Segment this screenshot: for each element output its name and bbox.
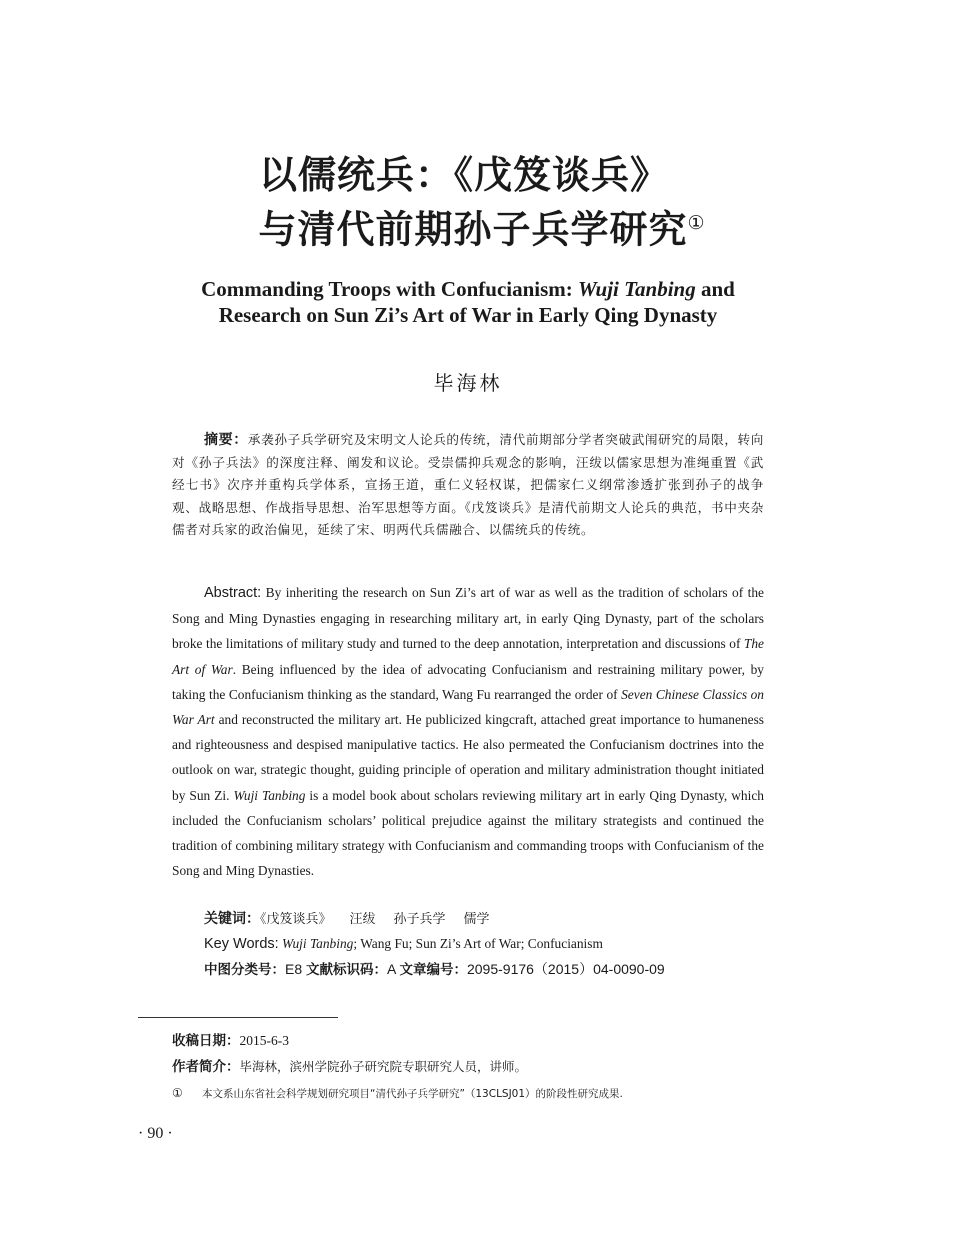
doc-value: A [387, 961, 396, 977]
funding-note-text: 本文系山东省社会科学规划研究项目“清代孙子兵学研究”（13CLSJ01）的阶段性研究成果. [202, 1088, 623, 1100]
author-info-text: 毕海林，滨州学院孙子研究院专职研究人员，讲师。 [239, 1059, 528, 1074]
doc-label: 文献标识码： [306, 962, 388, 978]
title-cn-line1-text: 以儒统兵：《戊笈谈兵》 [258, 153, 669, 197]
title-en-line1 [0, 276, 936, 302]
abstract-cn-text: 承袭孙子兵学研究及宋明文人论兵的传统，清代前期部分学者突破武闱研究的局限，转向对《孙子兵法》的深度注释、阐发和议论。受崇儒抑兵观念的影响，汪绂以儒家思想为准绳重置《武经七书》次序并重构兵学体系，宣扬王道，重仁义轻权谋，把儒家仁义纲常渗透扩张到孙子的战争观、战略思想、作战指导思想、治军思想等方面。《戊笈谈兵》是清代前期文人论兵的典范，书中夹杂儒者对兵家的政治偏见，延续了宋、明两代兵儒融合、以儒统兵的传统。 [172, 432, 764, 538]
abstract-en-p2: . Being influenced by the idea of advocating Confucianism and restraining military power, by taking the Confucianism thinking as the standard, Wang Fu rearranged the order of [172, 661, 764, 702]
title-cn-line2-text: 与清代前期孙子兵学研究 [258, 207, 688, 252]
funding-note [172, 1083, 792, 1104]
page-number: · 90 · [138, 1125, 173, 1142]
keyword-cn-item: 儒学 [463, 912, 490, 927]
author-info [172, 1057, 792, 1077]
classification-line [172, 958, 796, 981]
abstract-en [172, 580, 764, 883]
clc-label: 中图分类号： [204, 962, 285, 978]
title-en-line2: Research on Sun Zi’s Art of War in Early Qing Dynasty [218, 303, 718, 327]
received-date [172, 1031, 792, 1051]
received-label: 收稿日期： [172, 1033, 240, 1049]
title-en-line1-pre: Commanding Troops with Confucianism: [201, 277, 579, 301]
author-info-label: 作者简介： [172, 1059, 240, 1075]
author-name: 毕海林 [433, 371, 503, 395]
received-value: 2015-6-3 [239, 1033, 289, 1048]
abstract-en-i2: Seven Chinese Classics on War Art [172, 686, 764, 728]
art-label: 文章编号： [399, 962, 467, 978]
abstract-en-label: Abstract: [204, 585, 262, 601]
title-cn-line1 [0, 153, 946, 197]
keywords-en [172, 933, 796, 955]
keywords-cn-label: 关键词： [204, 911, 260, 927]
keyword-cn-item: 汪绂 [349, 912, 376, 927]
clc-value: E8 [285, 961, 303, 977]
keyword-cn-item: 孙子兵学 [393, 912, 446, 927]
keyword-cn-item: 《戊笈谈兵》 [260, 912, 332, 927]
keywords-en-label: Key Words: [204, 936, 279, 952]
abstract-en-p4: is a model book about scholars reviewing military art in early Qing Dynasty, which included the Confucianism scholars’ political prejudice against the military strategists and continued the tradition of combining military strategy with Confucianism and commanding troops with Confucianism of the Song and Ming Dynasties. [172, 787, 764, 879]
keywords-cn [172, 908, 796, 931]
art-value: 2095-9176（2015）04-0090-09 [466, 961, 665, 977]
keywords-en-italic: Wuji Tanbing [282, 936, 354, 951]
abstract-cn [172, 429, 764, 542]
title-en-italic: Wuji Tanbing [578, 277, 696, 301]
title-cn-line2 [0, 201, 964, 252]
keywords-en-rest: ; Wang Fu; Sun Zi’s Art of War; Confucianism [353, 936, 603, 951]
abstract-en-i3: Wuji Tanbing [233, 787, 306, 803]
abstract-en-p1: By inheriting the research on Sun Zi’s art of war as well as the tradition of scholars of the Song and Ming Dynasties engaging in researching military art, in early Qing Dynasty, part of the scholars broke the limitations of military study and turned to the deep annotation, interpretation and discussions of [172, 585, 764, 652]
funding-note-mark: ① [172, 1086, 183, 1100]
title-footnote-mark[interactable]: ① [687, 212, 706, 234]
title-en-line1-post: and [695, 277, 735, 301]
footnote-divider [138, 1017, 338, 1018]
abstract-cn-label: 摘要： [204, 432, 248, 448]
abstract-en-p3: and reconstructed the military art. He publicized kingcraft, attached great importance to humaneness and righteousness and despised manipulative tactics. He also permeated the Confucianism doctrines into the outlook on war, strategic thought, guiding principle of operation and military administration thought initiated by Sun Zi. [172, 712, 764, 803]
abstract-en-i1: The Art of War [172, 636, 764, 677]
